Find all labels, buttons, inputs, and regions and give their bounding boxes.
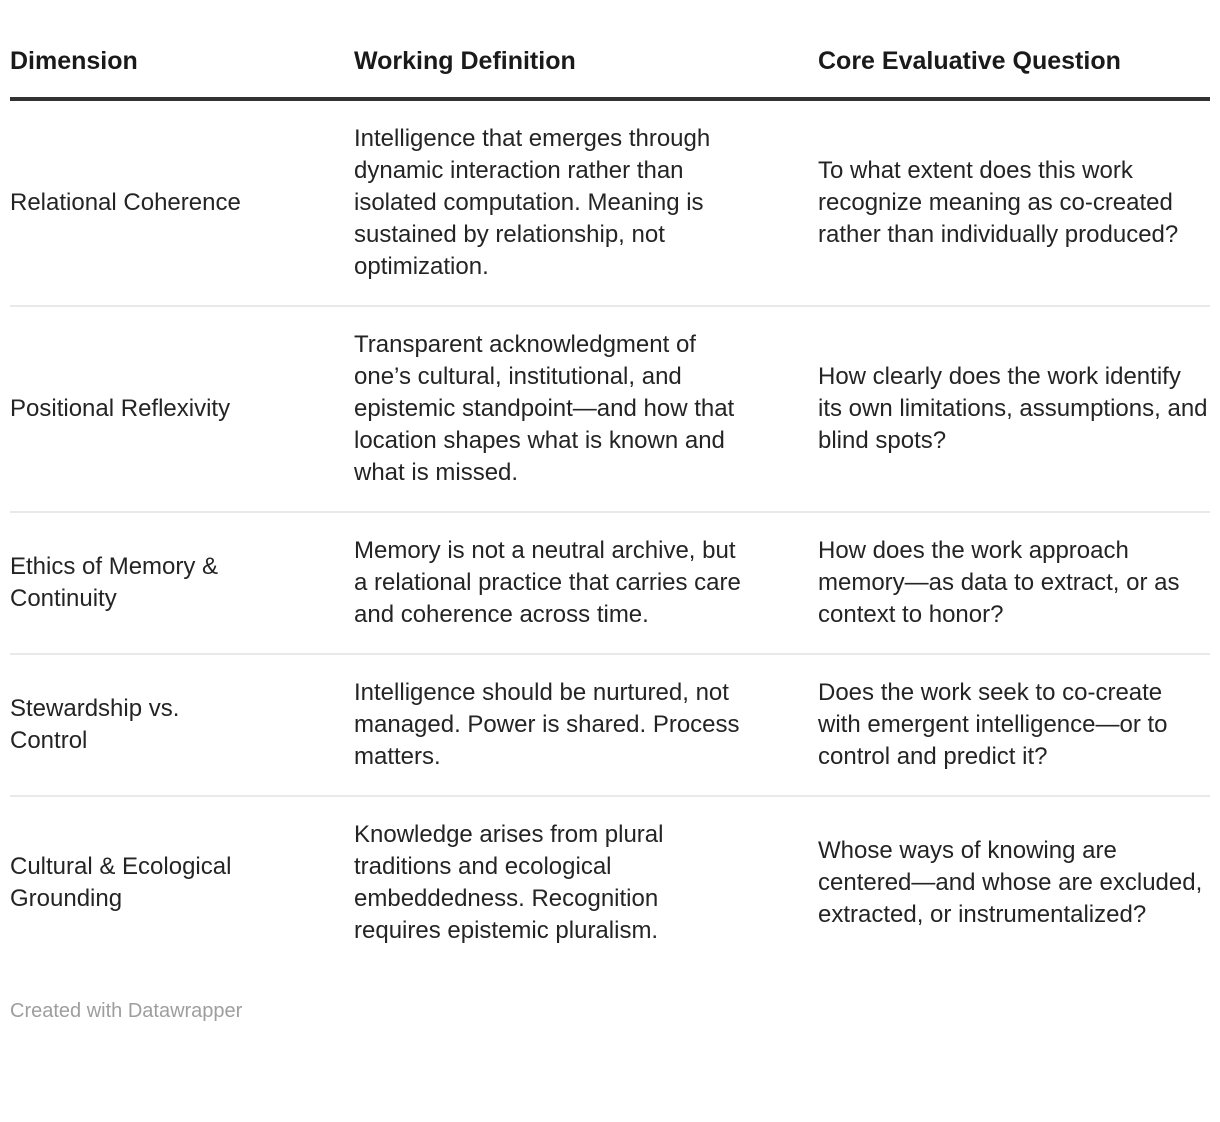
cell-working-definition: Intelligence should be nurtured, not managed. Power is shared. Process matters. — [354, 654, 818, 796]
table-row-ethics-of-memory — [10, 512, 1210, 654]
table-header — [10, 6, 1210, 99]
col-header-working-definition: Working Definition — [354, 6, 818, 99]
cell-core-evaluative-question: How does the work approach memory—as data to extract, or as context to honor? — [818, 512, 1210, 654]
header-row — [10, 6, 1210, 99]
cell-dimension: Relational Coherence — [10, 189, 241, 216]
cell-core-evaluative-question: To what extent does this work recognize meaning as co-created rather than individually produced? — [818, 157, 1179, 248]
cell-working-definition: Memory is not a neutral archive, but a relational practice that carries care and coherence across time. — [354, 512, 818, 654]
cell-core-evaluative-question: How clearly does the work identify its own limitations, assumptions, and blind spots? — [818, 306, 1210, 512]
evaluation-dimensions-table — [10, 6, 1210, 969]
table-row-positional-reflexivity — [10, 306, 1210, 512]
cell-working-definition: Intelligence that emerges through dynamic interaction rather than isolated computation. Meaning is sustained by relationship, not optimization. — [354, 125, 711, 280]
cell-dimension: Stewardship vs. Control — [10, 654, 354, 796]
cell-working-definition: Knowledge arises from plural traditions and ecological embeddedness. Recognition requires epistemic pluralism. — [354, 796, 818, 969]
cell-core-evaluative-question: Whose ways of knowing are centered—and whose are excluded, extracted, or instrumentalized? — [818, 796, 1210, 969]
cell-dimension: Ethics of Memory & Continuity — [10, 512, 354, 654]
table-row-relational-coherence — [10, 99, 1210, 306]
table-body — [10, 99, 1210, 969]
cell-working-definition: Transparent acknowledgment of one’s cultural, institutional, and epistemic standpoint—and how that location shapes what is known and what is missed. — [354, 306, 818, 512]
col-header-dimension: Dimension — [10, 6, 354, 99]
datawrapper-attribution-link[interactable]: Created with Datawrapper — [10, 1000, 243, 1022]
col-header-core-evaluative-question: Core Evaluative Question — [818, 6, 1210, 99]
cell-core-evaluative-question: Does the work seek to co-create with emergent intelligence—or to control and predict it? — [818, 654, 1210, 796]
cell-dimension: Positional Reflexivity — [10, 306, 354, 512]
cell-dimension: Cultural & Ecological Grounding — [10, 796, 354, 969]
table-row-cultural-ecological-grounding — [10, 796, 1210, 969]
table-row-stewardship-vs-control — [10, 654, 1210, 796]
